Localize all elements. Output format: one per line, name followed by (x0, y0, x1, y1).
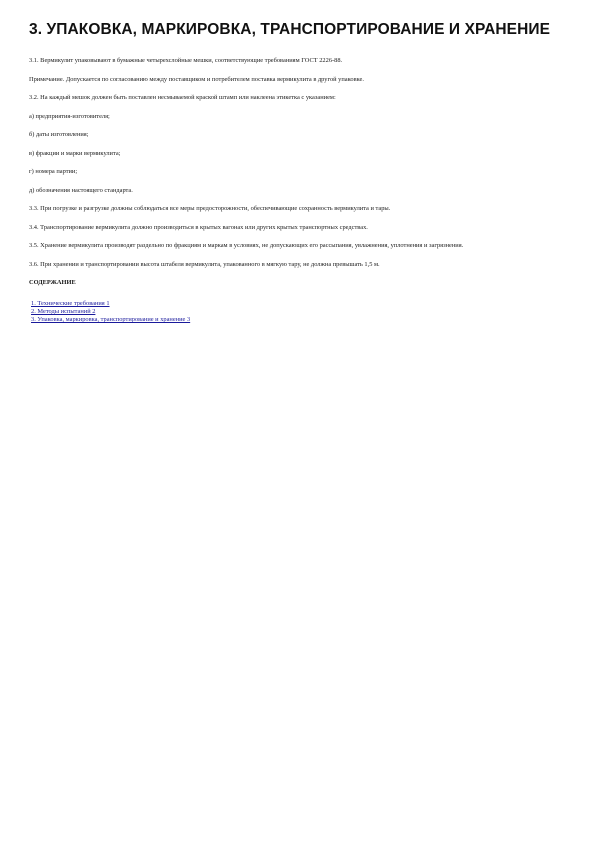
paragraph-3-5: 3.5. Хранение вермикулита производят раздельно по фракциям и маркам в условиях, не допускающих его рассыпания, увлажнения, уплотнения и загрязнения. (29, 242, 464, 249)
list-item-a: а) предприятия-изготовителя; (29, 112, 110, 120)
list-item-e: д) обозначения настоящего стандарта. (29, 186, 133, 194)
paragraph-3-2: 3.2. На каждый мешок должен быть поставлен несмываемой краской штамп или наклеена этикетка с указанием: (29, 94, 336, 101)
section-title: 3. УПАКОВКА, МАРКИРОВКА, ТРАНСПОРТИРОВАНИЕ И ХРАНЕНИЕ (29, 21, 551, 38)
toc-list (29, 300, 567, 324)
toc-link-2[interactable]: 2. Методы испытаний 2 (31, 308, 96, 315)
paragraph-note: Примечание. Допускается по согласованию между поставщиком и потребителем поставка вермикулита в другой упаковке. (29, 75, 364, 83)
toc-link-3[interactable]: 3. Упаковка, маркировка, транспортирование и хранение 3 (31, 316, 191, 323)
paragraph-3-3: 3.3. При погрузке и разгрузке должны соблюдаться все меры предосторожности, обеспечивающие сохранность вермикулита и тары. (29, 205, 391, 212)
paragraph-3-4: 3.4. Транспортирование вермикулита должно производиться в крытых вагонах или других крытых транспортных средствах. (29, 223, 368, 231)
toc-link-1[interactable]: 1. Технические требования 1 (31, 300, 110, 307)
list-item-c: в) фракции и марки вермикулита; (29, 149, 121, 157)
list-item-d: г) номера партии; (29, 168, 78, 175)
paragraph-3-6: 3.6. При хранении и транспортировании высота штабеля вермикулита, упакованного в мягкую тару, не должна превышать 1,5 м. (29, 260, 380, 268)
list-item-b: б) даты изготовления; (29, 131, 89, 138)
toc-title: СОДЕРЖАНИЕ (29, 279, 76, 286)
paragraph-3-1: 3.1. Вермикулит упаковывают в бумажные четырехслойные мешки, соответствующие требованиям ГОСТ 2226-88. (29, 57, 343, 64)
